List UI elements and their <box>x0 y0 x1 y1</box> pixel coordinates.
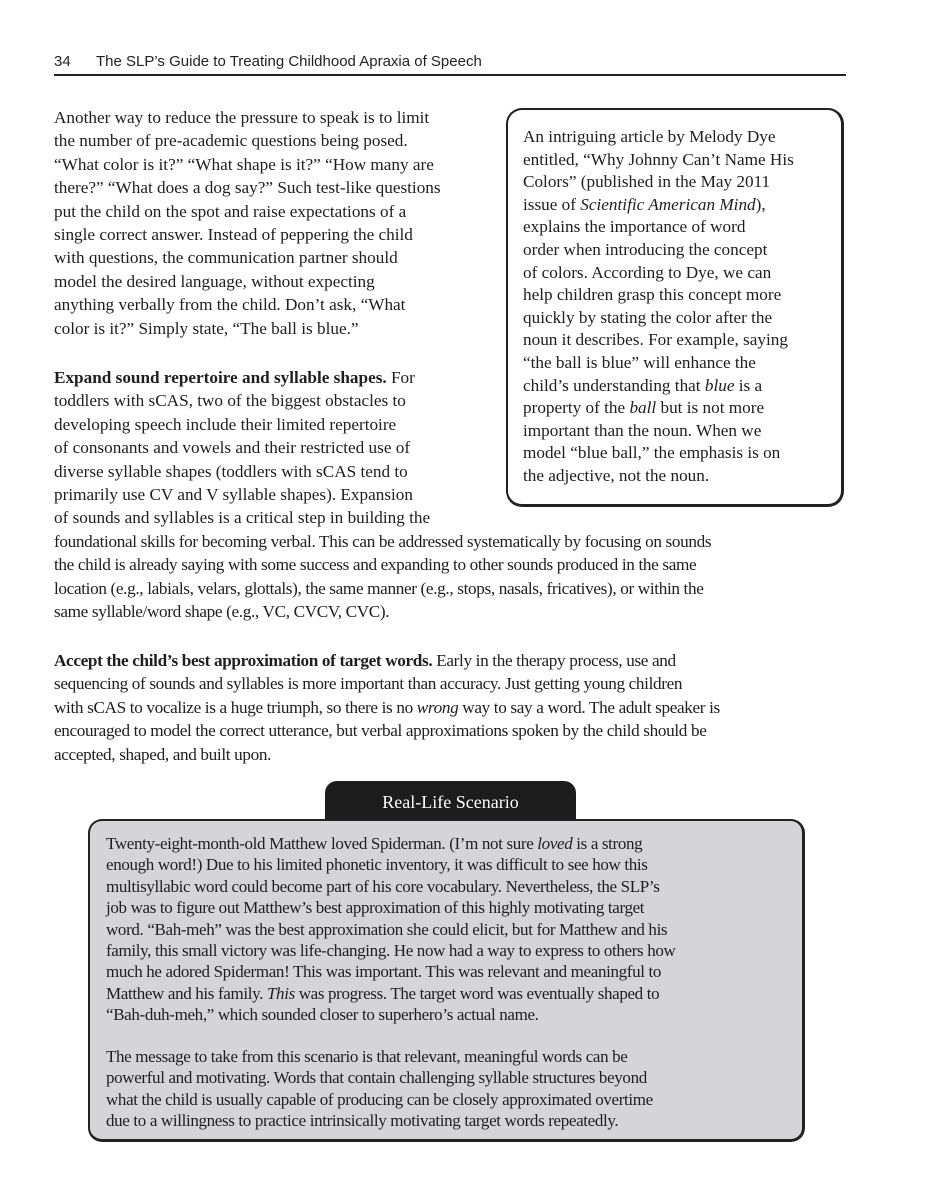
text-line: The message to take from this scenario is that relevant, meaningful words can be <box>106 1047 628 1066</box>
text-segment: way to say a word. The adult speaker is <box>458 697 720 717</box>
text-line: toddlers with sCAS, two of the biggest obstacles to <box>54 391 406 411</box>
text-segment: property of the <box>523 398 630 418</box>
text-line: there?” “What does a dog say?” Such test-like questions <box>54 178 441 198</box>
text-line: of sounds and syllables is a critical step in building the <box>54 508 431 528</box>
text-segment: was progress. The target word was eventually shaped to <box>294 983 660 1003</box>
text-segment: For <box>386 368 415 387</box>
text-line: put the child on the spot and raise expectations of a <box>54 201 407 221</box>
text-segment: Twenty-eight-month-old Matthew loved Spiderman. (I’m not sure <box>106 834 538 853</box>
text-line: quickly by stating the color after the <box>523 307 773 327</box>
journal-title: Scientific American Mind <box>580 194 756 214</box>
scenario-paragraph-2 <box>106 1046 653 1132</box>
text-line: An intriguing article by Melody Dye <box>523 127 776 146</box>
text-line: powerful and motivating. Words that contain challenging syllable structures beyond <box>106 1068 647 1088</box>
text-line: diverse syllable shapes (toddlers with sCAS tend to <box>54 461 408 481</box>
text-line: developing speech include their limited repertoire <box>54 414 397 434</box>
text-line: with questions, the communication partner should <box>54 248 398 268</box>
emphasis: ball <box>629 398 657 418</box>
text-line <box>54 649 720 672</box>
text-line: “Bah-duh-meh,” which sounded closer to superhero’s actual name. <box>106 1005 539 1025</box>
text-segment: but is not more <box>656 398 765 418</box>
text-segment: issue of <box>523 194 581 214</box>
text-line: the adjective, not the noun. <box>523 465 710 485</box>
text-line: encouraged to model the correct utterance, but verbal approximations spoken by the child should be <box>54 721 707 741</box>
text-line: multisyllabic word could become part of his core vocabulary. Nevertheless, the SLP’s <box>106 876 660 896</box>
emphasis: blue <box>704 375 735 395</box>
text-line: “What color is it?” “What shape is it?” “How many are <box>54 154 434 174</box>
text-line: important than the noun. When we <box>523 420 762 440</box>
text-line: Colors” (published in the May 2011 <box>523 172 771 192</box>
text-line: Another way to reduce the pressure to speak is to limit <box>54 108 430 127</box>
emphasis: loved <box>537 834 573 853</box>
text-line: model the desired language, without expecting <box>54 271 375 291</box>
text-line: due to a willingness to practice intrinsically motivating target words repeatedly. <box>106 1111 619 1131</box>
text-segment: Early in the therapy process, use and <box>432 651 676 670</box>
text-segment: ), <box>755 194 766 214</box>
paragraph-heading: Expand sound repertoire and syllable shapes. <box>54 368 387 387</box>
running-title: The SLP’s Guide to Treating Childhood Apraxia of Speech <box>96 53 482 70</box>
text-line: much he adored Spiderman! This was important. This was relevant and meaningful to <box>106 962 662 982</box>
emphasis: wrong <box>416 697 459 717</box>
text-segment: child’s understanding that <box>523 375 705 395</box>
scenario-paragraph-1 <box>106 833 675 1026</box>
text-line: anything verbally from the child. Don’t ask, “What <box>54 295 406 315</box>
text-line <box>106 983 675 1004</box>
text-line: job was to figure out Matthew’s best approximation of this highly motivating target <box>106 898 645 918</box>
paragraph-pressure-to-speak <box>54 106 441 340</box>
text-line <box>523 194 794 217</box>
text-segment: is a strong <box>572 834 643 853</box>
text-line: enough word!) Due to his limited phonetic inventory, it was difficult to see how this <box>106 855 648 875</box>
text-line: explains the importance of word <box>523 217 746 237</box>
text-line: of consonants and vowels and their restricted use of <box>54 438 411 458</box>
text-segment: is a <box>734 375 763 395</box>
scenario-box <box>88 819 805 1142</box>
scenario-tab-label: Real-Life Scenario <box>325 781 576 820</box>
text-line: same syllable/word shape (e.g., VC, CVCV, CVC). <box>54 602 390 622</box>
text-line: foundational skills for becoming verbal. This can be addressed systematically by focusing on sounds <box>54 531 712 551</box>
text-line: family, this small victory was life-changing. He now had a way to express to others how <box>106 941 676 961</box>
text-segment: Matthew and his family. <box>106 983 267 1003</box>
text-line: model “blue ball,” the emphasis is on <box>523 443 781 463</box>
emphasis: This <box>266 983 295 1003</box>
text-line: entitled, “Why Johnny Can’t Name His <box>523 149 794 169</box>
paragraph-heading: Accept the child’s best approximation of target words. <box>54 651 433 670</box>
text-line: color is it?” Simply state, “The ball is blue.” <box>54 318 359 338</box>
text-line: what the child is usually capable of producing can be closely approximated overtime <box>106 1089 653 1109</box>
paragraph-accept-approximation <box>54 649 720 766</box>
text-line: of colors. According to Dye, we can <box>523 262 772 282</box>
text-line: noun it describes. For example, saying <box>523 330 788 350</box>
text-line <box>54 366 711 389</box>
text-line: primarily use CV and V syllable shapes). Expansion <box>54 485 413 505</box>
text-line: help children grasp this concept more <box>523 285 782 305</box>
text-line <box>54 696 720 719</box>
text-line: location (e.g., labials, velars, glottals), the same manner (e.g., stops, nasals, fricatives), or within the <box>54 578 704 598</box>
text-line <box>106 833 675 854</box>
text-line: “the ball is blue” will enhance the <box>523 352 756 372</box>
page-number: 34 <box>54 53 71 70</box>
text-line: order when introducing the concept <box>523 239 768 259</box>
text-line: the number of pre-academic questions being posed. <box>54 131 408 151</box>
text-line: the child is already saying with some success and expanding to other sounds produced in the same <box>54 555 697 575</box>
running-header <box>54 52 846 76</box>
text-line: single correct answer. Instead of peppering the child <box>54 225 413 245</box>
text-line: word. “Bah-meh” was the best approximation she could elicit, but for Matthew and his <box>106 919 668 939</box>
text-segment: with sCAS to vocalize is a huge triumph, so there is no <box>54 697 417 717</box>
text-line: sequencing of sounds and syllables is more important than accuracy. Just getting young children <box>54 674 683 694</box>
paragraph-expand-sound-repertoire <box>54 366 711 623</box>
text-line: accepted, shaped, and built upon. <box>54 744 272 764</box>
